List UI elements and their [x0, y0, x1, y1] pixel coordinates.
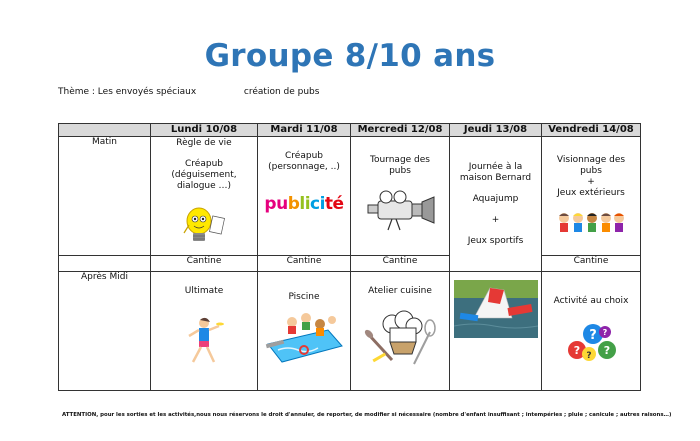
row-label-morning: Matin	[59, 137, 151, 256]
cell-fri-afternoon	[542, 272, 641, 391]
activity-text: Aquajump	[472, 193, 519, 204]
cell-tue-morning	[258, 137, 351, 256]
cell-wed-morning	[351, 137, 450, 256]
activity-text: Atelier cuisine	[368, 286, 432, 296]
chef-hat-utensils-icon	[364, 310, 436, 370]
activity-text: maison Bernard	[459, 172, 532, 183]
question-marks-icon	[565, 320, 617, 362]
cell-wed-afternoon	[351, 272, 450, 391]
activity-text: dialogue …)	[176, 181, 232, 191]
svg-text:?: ?	[573, 344, 581, 357]
cell-fri-morning	[542, 137, 641, 256]
activity-text: Tournage des	[370, 155, 430, 165]
cell-thu-afternoon	[450, 272, 542, 391]
activity-text: Règle de vie	[176, 138, 232, 148]
day-header: Mercredi 12/08	[351, 124, 450, 137]
theme-label: Thème : Les envoyés spéciaux	[58, 87, 197, 97]
cell-tue-afternoon	[258, 272, 351, 391]
children-group-icon	[556, 211, 626, 235]
frisbee-player-icon	[184, 316, 224, 366]
header-row	[59, 124, 641, 137]
lunch-row	[59, 256, 641, 272]
activity-text: pubs	[580, 166, 602, 176]
svg-text:?: ?	[586, 351, 592, 361]
svg-text:?: ?	[602, 328, 608, 337]
inflatable-water-park-photo	[454, 280, 538, 338]
activity-text: Jeux extérieurs	[557, 188, 625, 198]
activity-text: Créapub	[185, 159, 223, 169]
activity-text: Jeux sportifs	[467, 235, 524, 246]
weekly-schedule-table	[58, 123, 641, 391]
svg-text:?: ?	[589, 328, 597, 343]
activity-text: Ultimate	[184, 286, 224, 296]
activity-text: Journée à la	[468, 161, 523, 172]
activity-text: Visionnage des	[556, 155, 626, 165]
footer-warning: ATTENTION, pour les sorties et les activités,nous nous réservons le droit d'annuler, de reporter, de modifier si nécessaire (nombre d'enfant insuffisant ; intempéries ; pluie ; canicule ; autres raisons…)	[62, 412, 672, 418]
theme-extra: création de pubs	[243, 87, 320, 97]
publicite-logo: publicité	[264, 194, 344, 214]
day-header: Lundi 10/08	[151, 124, 258, 137]
row-label-lunch	[59, 256, 151, 272]
activity-text: pubs	[389, 166, 411, 176]
cell-mon-afternoon	[151, 272, 258, 391]
activity-text: (déguisement,	[171, 170, 237, 180]
activity-text: Créapub	[285, 151, 323, 161]
morning-row	[59, 137, 641, 256]
activity-text: Piscine	[288, 292, 320, 302]
day-header: Jeudi 13/08	[450, 124, 542, 137]
page-title: Groupe 8/10 ans	[204, 38, 496, 74]
swimming-pool-icon	[264, 312, 344, 364]
lunch-cell: Cantine	[351, 256, 450, 272]
cell-mon-morning	[151, 137, 258, 256]
day-header: Vendredi 14/08	[542, 124, 641, 137]
header-corner	[59, 124, 151, 137]
afternoon-row	[59, 272, 641, 391]
lunch-cell: Cantine	[258, 256, 351, 272]
theme-line	[58, 87, 319, 97]
activity-text: Activité au choix	[553, 296, 629, 306]
lightbulb-character-icon	[181, 205, 227, 249]
lunch-cell: Cantine	[542, 256, 641, 272]
lunch-cell: Cantine	[151, 256, 258, 272]
day-header: Mardi 11/08	[258, 124, 351, 137]
video-camera-icon	[364, 189, 436, 231]
row-label-afternoon: Après Midi	[59, 272, 151, 391]
cell-thu-full-morning	[450, 137, 542, 272]
activity-text: (personnage, ..)	[268, 162, 340, 172]
svg-text:?: ?	[603, 344, 611, 357]
activity-text: +	[491, 214, 500, 225]
activity-text: +	[587, 177, 595, 187]
